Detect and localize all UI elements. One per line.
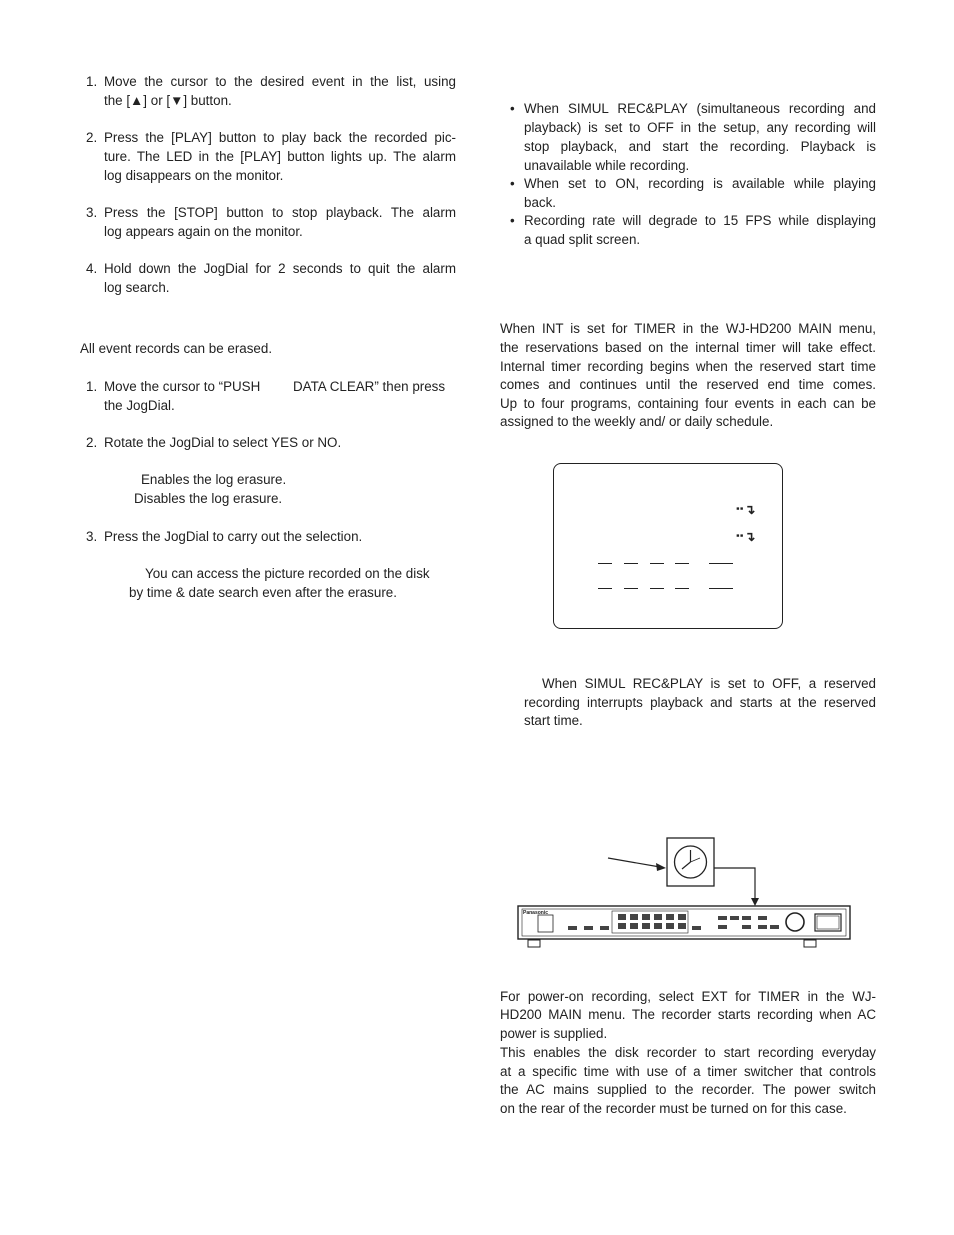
step-number: 1. bbox=[86, 379, 98, 394]
paragraph-line: assigned to the weekly and/ or daily schedule. bbox=[500, 414, 774, 429]
yes-description: Enables the log erasure. bbox=[141, 472, 287, 487]
step-text: Hold down the JogDial for 2 seconds to quit the alarm bbox=[104, 261, 456, 276]
placeholder-dash bbox=[709, 588, 733, 589]
step-text: Rotate the JogDial to select YES or NO. bbox=[104, 435, 342, 450]
step-number: 1. bbox=[86, 74, 98, 89]
paragraph-line: When INT is set for TIMER in the WJ-HD200 MAIN menu, bbox=[500, 321, 876, 336]
paragraph-line: at a specific time with use of a timer switcher that controls bbox=[500, 1064, 876, 1079]
note-line: start time. bbox=[524, 713, 583, 728]
input-arrow-line bbox=[608, 858, 660, 867]
paragraph-line: power is supplied. bbox=[500, 1026, 608, 1041]
step-text: Press the JogDial to carry out the selection. bbox=[104, 529, 363, 544]
paragraph-line: This enables the disk recorder to start recording everyday bbox=[500, 1045, 876, 1060]
bullet-text: Recording rate will degrade to 15 FPS while displaying bbox=[524, 213, 876, 228]
note-line: When SIMUL REC&PLAY is set to OFF, a reserved bbox=[542, 676, 876, 691]
step-text: Move the cursor to the desired event in the list, using bbox=[104, 74, 456, 89]
paragraph-line: on the rear of the recorder must be turned on for this case. bbox=[500, 1101, 847, 1116]
paragraph-line: HD200 MAIN menu. The recorder starts recording when AC bbox=[500, 1007, 876, 1022]
step-text: DATA CLEAR” then press bbox=[293, 379, 446, 394]
timer-recorder-diagram bbox=[500, 830, 870, 955]
no-description: Disables the log erasure. bbox=[134, 491, 283, 506]
placeholder-dash bbox=[675, 563, 689, 564]
step-text: log appears again on the monitor. bbox=[104, 224, 303, 239]
step-number: 3. bbox=[86, 529, 98, 544]
paragraph-line: the AC mains supplied to the recorder. The power switch bbox=[500, 1082, 876, 1097]
placeholder-dash bbox=[598, 563, 612, 564]
step-text: Press the [PLAY] button to play back the recorded pic- bbox=[104, 130, 456, 145]
monitor-screen bbox=[553, 463, 783, 629]
placeholder-dash bbox=[650, 588, 664, 589]
bullet-text: unavailable while recording. bbox=[524, 158, 690, 173]
placeholder-dash bbox=[598, 588, 612, 589]
output-arrow-head bbox=[751, 898, 759, 906]
step-text: Press the [STOP] button to stop playback. The alarm bbox=[104, 205, 456, 220]
output-arrow-line bbox=[714, 868, 755, 900]
note-text: by time & date search even after the erasure. bbox=[129, 585, 397, 600]
brand-label: Panasonic bbox=[523, 910, 549, 916]
placeholder-dash bbox=[675, 588, 689, 589]
step-text: log search. bbox=[104, 280, 170, 295]
step-number: 2. bbox=[86, 435, 98, 450]
bullet: • bbox=[510, 213, 515, 228]
step-number: 4. bbox=[86, 261, 98, 276]
bullet-text: a quad split screen. bbox=[524, 232, 641, 247]
input-arrow-head bbox=[656, 863, 666, 871]
enter-arrow-icon: ⠒↴ bbox=[735, 502, 756, 517]
step-text: ture. The LED in the [PLAY] button lights up. The alarm bbox=[104, 149, 456, 164]
erase-intro: All event records can be erased. bbox=[80, 341, 273, 356]
bullet-text: When SIMUL REC&PLAY (simultaneous recording and bbox=[524, 101, 876, 116]
enter-arrow-icon: ⠒↴ bbox=[735, 529, 756, 544]
step-text: Move the cursor to “PUSH bbox=[104, 379, 261, 394]
note-text: You can access the picture recorded on the disk bbox=[145, 566, 430, 581]
paragraph-line: comes and continues until the reserved end time comes. bbox=[500, 377, 876, 392]
note-line: recording interrupts playback and starts at the reserved bbox=[524, 695, 876, 710]
paragraph-line: Internal timer recording begins when the reserved start time bbox=[500, 359, 876, 374]
step-number: 3. bbox=[86, 205, 98, 220]
step-number: 2. bbox=[86, 130, 98, 145]
bullet-text: playback) is set to OFF in the setup, any recording will bbox=[524, 120, 876, 135]
step-text: log disappears on the monitor. bbox=[104, 168, 284, 183]
placeholder-dash bbox=[624, 588, 638, 589]
paragraph-line: Up to four programs, containing four events in each can be bbox=[500, 396, 876, 411]
step-text: the [▲] or [▼] button. bbox=[104, 93, 232, 108]
bullet-text: back. bbox=[524, 195, 557, 210]
paragraph-line: the reservations based on the internal timer will take effect. bbox=[500, 340, 876, 355]
placeholder-dash bbox=[624, 563, 638, 564]
bullet-text: stop playback, and start the recording. Playback is bbox=[524, 139, 876, 154]
step-text: the JogDial. bbox=[104, 398, 175, 413]
bullet-text: When set to ON, recording is available while playing bbox=[524, 176, 876, 191]
placeholder-dash bbox=[650, 563, 664, 564]
bullet: • bbox=[510, 176, 515, 191]
bullet: • bbox=[510, 101, 515, 116]
placeholder-dash bbox=[709, 563, 733, 564]
paragraph-line: For power-on recording, select EXT for TIMER in the WJ- bbox=[500, 989, 876, 1004]
